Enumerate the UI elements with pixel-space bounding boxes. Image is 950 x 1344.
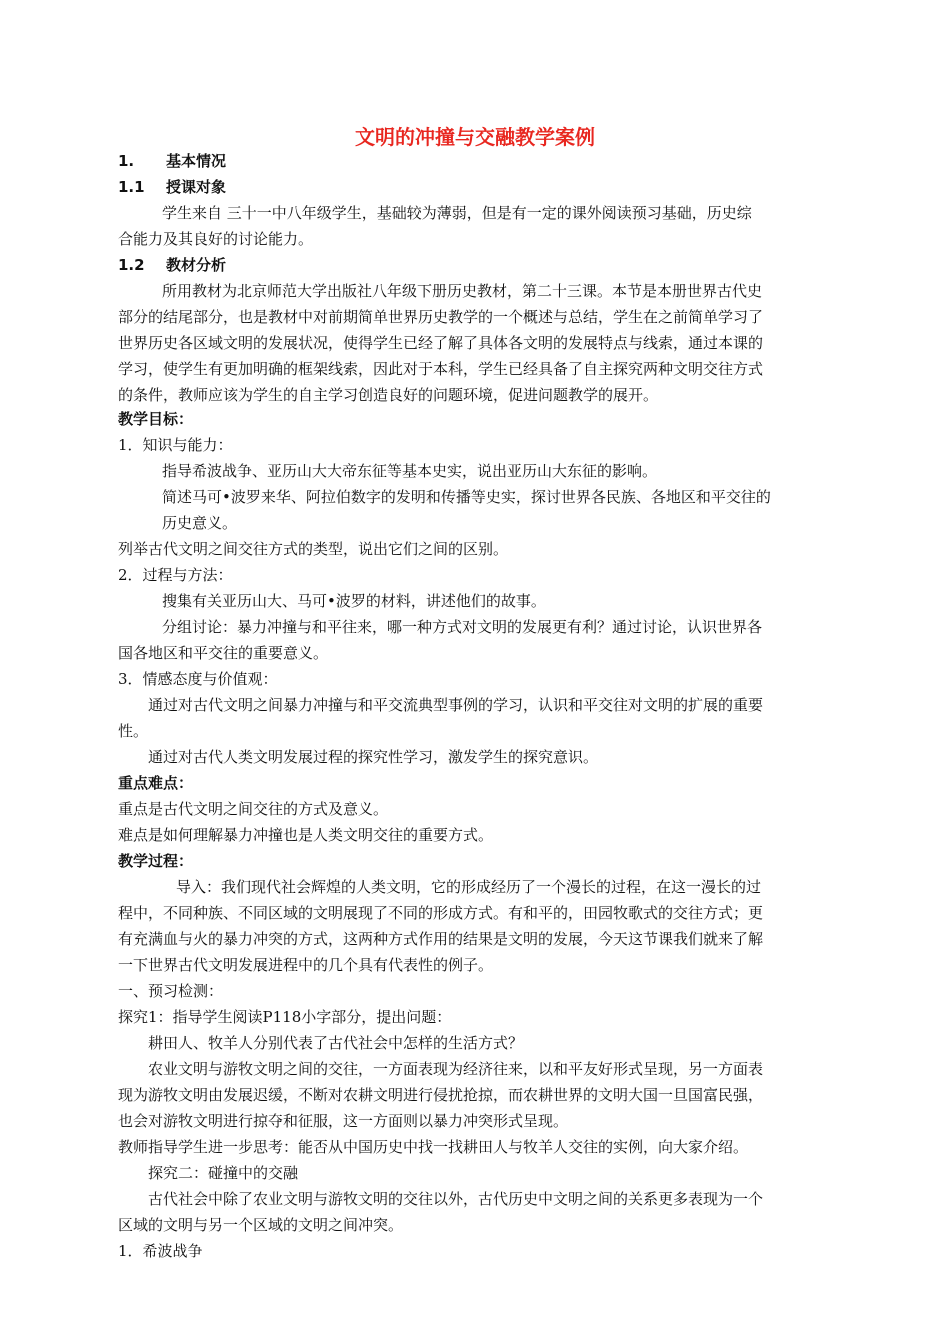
paragraph-line: 程中，不同种族、不同区域的文明展现了不同的形成方式。有和平的，田园牧歌式的交往方式；更 <box>118 904 764 922</box>
paragraph-line: 简述马可•波罗来华、阿拉伯数字的发明和传播等史实，探讨世界各民族、各地区和平交往的 <box>162 488 771 506</box>
subheading-process-method: 2．过程与方法： <box>118 566 233 584</box>
paragraph-line: 耕田人、牧羊人分别代表了古代社会中怎样的生活方式？ <box>148 1034 524 1052</box>
paragraph-line: 列举古代文明之间交往方式的类型，说出它们之间的区别。 <box>118 540 509 558</box>
paragraph-line: 通过对古代文明之间暴力冲撞与和平交流典型事例的学习，认识和平交往对文明的扩展的重要 <box>148 696 764 714</box>
subheading-knowledge: 1．知识与能力： <box>118 436 233 454</box>
paragraph-line: 合能力及其良好的讨论能力。 <box>118 230 314 248</box>
document-title: 文明的冲撞与交融教学案例 <box>355 125 595 149</box>
paragraph-line: 学生来自 三十一中八年级学生，基础较为薄弱，但是有一定的课外阅读预习基础，历史综 <box>162 204 752 222</box>
paragraph-line: 的条件，教师应该为学生的自主学习创造良好的问题环境，促进问题教学的展开。 <box>118 386 659 404</box>
paragraph-line: 分组讨论：暴力冲撞与和平往来，哪一种方式对文明的发展更有利？通过讨论，认识世界各 <box>162 618 763 636</box>
paragraph-line: 有充满血与火的暴力冲突的方式，这两种方式作用的结果是文明的发展，今天这节课我们就来了解 <box>118 930 764 948</box>
paragraph-line: 国各地区和平交往的重要意义。 <box>118 644 329 662</box>
paragraph-line: 搜集有关亚历山大、马可•波罗的材料，讲述他们的故事。 <box>162 592 546 610</box>
paragraph-line: 导入：我们现代社会辉煌的人类文明，它的形成经历了一个漫长的过程，在这一漫长的过 <box>176 878 762 896</box>
subheading-inquiry-two: 探究二：碰撞中的交融 <box>148 1164 299 1182</box>
paragraph-line: 指导希波战争、亚历山大大帝东征等基本史实，说出亚历山大东征的影响。 <box>162 462 658 480</box>
section-heading-textbook: 1.2 教材分析 <box>118 256 227 274</box>
subheading-preview: 一、预习检测： <box>118 982 224 1000</box>
heading-process: 教学过程： <box>118 852 194 870</box>
paragraph-line: 探究1：指导学生阅读P118小字部分，提出问题： <box>118 1008 452 1026</box>
paragraph-line: 重点是古代文明之间交往的方式及意义。 <box>118 800 389 818</box>
section-heading-audience: 1.1 授课对象 <box>118 178 227 196</box>
paragraph-line: 性。 <box>118 722 149 740</box>
paragraph-line: 部分的结尾部分，也是教材中对前期简单世界历史教学的一个概述与总结，学生在之前简单学习了 <box>118 308 764 326</box>
heading-goals: 教学目标： <box>118 410 194 428</box>
subheading-greco-persian-war: 1．希波战争 <box>118 1242 203 1260</box>
paragraph-line: 区域的文明与另一个区域的文明之间冲突。 <box>118 1216 404 1234</box>
paragraph-line: 难点是如何理解暴力冲撞也是人类文明交往的重要方式。 <box>118 826 494 844</box>
paragraph-line: 历史意义。 <box>162 514 238 532</box>
paragraph-line: 世界历史各区域文明的发展状况，使得学生已经了解了具体各文明的发展特点与线索，通过本课的 <box>118 334 764 352</box>
paragraph-line: 教师指导学生进一步思考：能否从中国历史中找一找耕田人与牧羊人交往的实例，向大家介绍。 <box>118 1138 749 1156</box>
heading-keypoints: 重点难点： <box>118 774 194 792</box>
paragraph-line: 所用教材为北京师范大学出版社八年级下册历史教材，第二十三课。本节是本册世界古代史 <box>162 282 763 300</box>
paragraph-line: 古代社会中除了农业文明与游牧文明的交往以外，古代历史中文明之间的关系更多表现为一个 <box>148 1190 764 1208</box>
paragraph-line: 也会对游牧文明进行掠夺和征服，这一方面则以暴力冲突形式呈现。 <box>118 1112 569 1130</box>
section-heading-basic: 1. 基本情况 <box>118 152 227 170</box>
paragraph-line: 现为游牧文明由发展迟缓，不断对农耕文明进行侵扰抢掠，而农耕世界的文明大国一旦国富民强， <box>118 1086 764 1104</box>
paragraph-line: 农业文明与游牧文明之间的交往，一方面表现为经济往来，以和平友好形式呈现，另一方面表 <box>148 1060 764 1078</box>
paragraph-line: 通过对古代人类文明发展过程的探究性学习，激发学生的探究意识。 <box>148 748 599 766</box>
paragraph-line: 学习，使学生有更加明确的框架线索，因此对于本科，学生已经具备了自主探究两种文明交往方式 <box>118 360 764 378</box>
paragraph-line: 一下世界古代文明发展进程中的几个具有代表性的例子。 <box>118 956 494 974</box>
subheading-attitude: 3．情感态度与价值观： <box>118 670 278 688</box>
